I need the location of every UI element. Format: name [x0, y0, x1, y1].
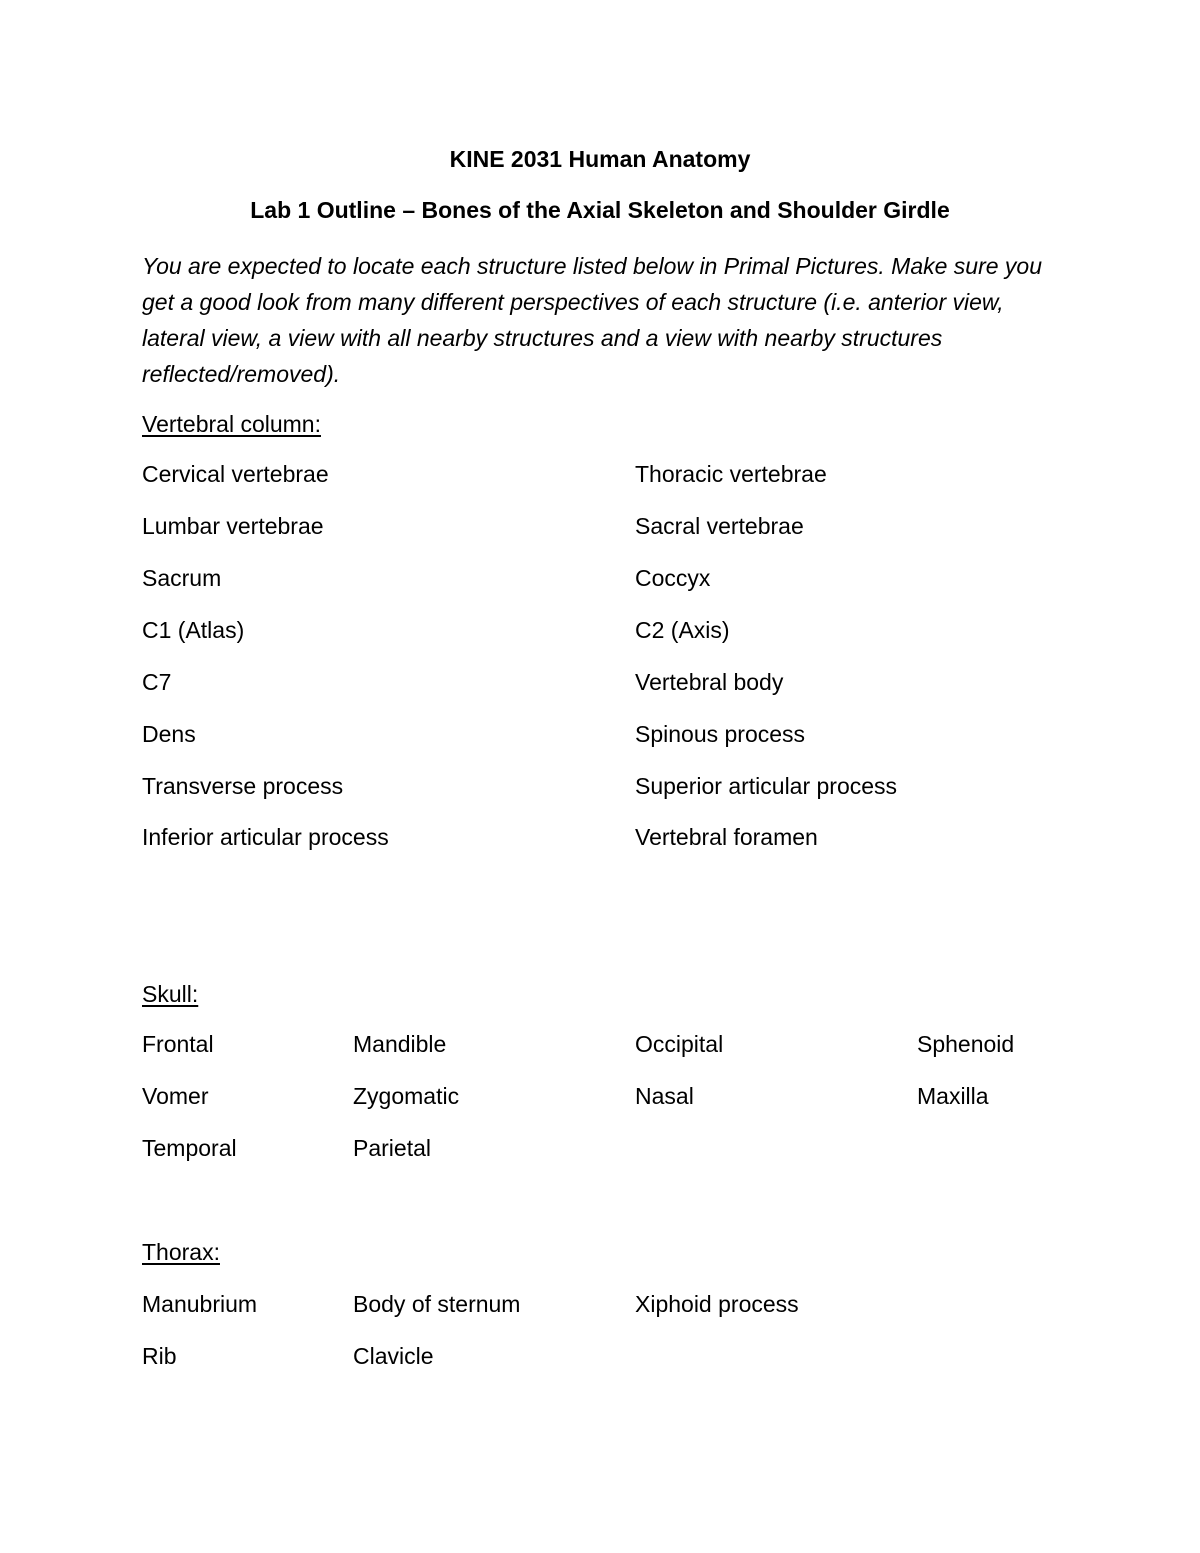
document-subtitle: Lab 1 Outline – Bones of the Axial Skeleton and Shoulder Girdle: [250, 197, 950, 223]
document-title: KINE 2031 Human Anatomy: [449, 146, 751, 172]
intro-paragraph: You are expected to locate each structure listed below in Primal Pictures. Make sure you get a good look from many different perspectives of each structure (i.e. anterior view, lateral view, a view with all nearby structures and a view with nearby structures reflected/removed).: [142, 253, 1043, 387]
list-item: Thoracic vertebrae: [635, 461, 827, 487]
list-item: Sacrum: [142, 565, 222, 591]
list-item: Spinous process: [635, 721, 806, 747]
list-item: Body of sternum: [353, 1291, 521, 1317]
list-item: Inferior articular process: [142, 824, 389, 850]
list-item: Sphenoid: [917, 1031, 1015, 1057]
section-heading-vertebral: Vertebral column:: [142, 411, 321, 437]
list-item: Nasal: [635, 1083, 694, 1109]
list-item: Maxilla: [917, 1083, 989, 1109]
list-item: Zygomatic: [353, 1083, 460, 1109]
list-item: Rib: [142, 1343, 177, 1369]
list-item: Occipital: [635, 1031, 724, 1057]
list-item: Superior articular process: [635, 773, 898, 799]
list-item: Manubrium: [142, 1291, 258, 1317]
list-item: Lumbar vertebrae: [142, 513, 324, 539]
list-item: Vomer: [142, 1083, 209, 1109]
list-item: Clavicle: [353, 1343, 434, 1369]
list-item: Sacral vertebrae: [635, 513, 804, 539]
list-item: Mandible: [353, 1031, 447, 1057]
list-item: Dens: [142, 721, 196, 747]
list-item: Vertebral body: [635, 669, 784, 695]
list-item: Cervical vertebrae: [142, 461, 329, 487]
list-item: Frontal: [142, 1031, 214, 1057]
section-heading-skull: Skull:: [142, 981, 199, 1007]
list-item: Coccyx: [635, 565, 711, 591]
list-item: C1 (Atlas): [142, 617, 245, 643]
list-item: Vertebral foramen: [635, 824, 818, 850]
list-item: C7: [142, 669, 172, 695]
list-item: Parietal: [353, 1135, 431, 1161]
list-item: Temporal: [142, 1135, 237, 1161]
list-item: C2 (Axis): [635, 617, 730, 643]
section-heading-thorax: Thorax:: [142, 1239, 220, 1265]
list-item: Transverse process: [142, 773, 344, 799]
list-item: Xiphoid process: [635, 1291, 799, 1317]
